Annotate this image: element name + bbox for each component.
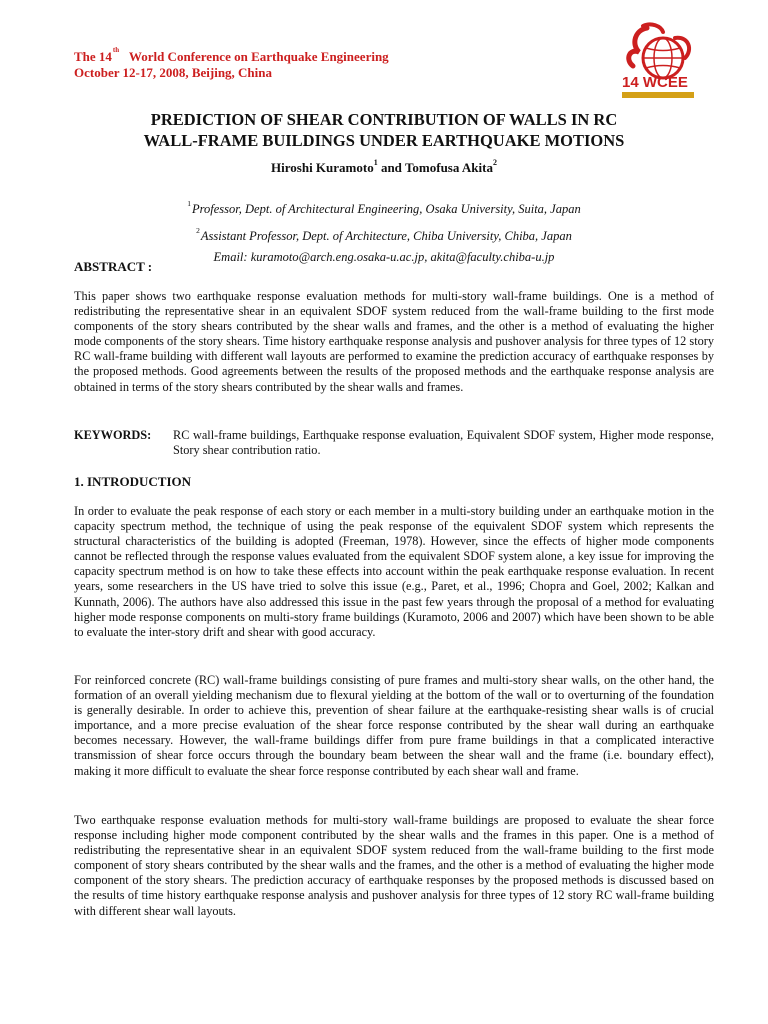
intro-paragraph-2: For reinforced concrete (RC) wall-frame buildings consisting of pure frames and multi-story shear walls, on the other hand, the formation of an overall yielding mechanism due to flexural yielding at the bottom of the wall or to overturning of the foundation is generally desirable. In order to achieve this, prevention of shear failure at the earthquake-resisting shear walls is of crucial importance, and a more precise evaluation of the shear force response contributed by the shear wall during an earthquake becomes necessary. However, the wall-frame buildings differ from pure frame buildings in that a complicated interactive transmission of shear force occurs through the boundary beam between the shear wall and the frame (i.e. boundary effect), making it more difficult to evaluate the shear force response contributed by each shear wall and frame. [74, 673, 714, 778]
conference-date: October 12-17, 2008, Beijing, China [74, 65, 273, 80]
logo-text: 14 WCEE [622, 74, 688, 91]
author-line: Hiroshi Kuramoto$^1$ and Tomofusa Akita$^2$ [271, 158, 497, 175]
email-line: Email: kuramoto@arch.eng.osaka-u.ac.jp, akita@faculty.chiba-u.jp [213, 250, 555, 264]
affiliation-2: $^2$Assistant Professor, Dept. of Architecture, Chiba University, Chiba, Japan [196, 226, 572, 243]
intro-paragraph-1: In order to evaluate the peak response of each story or each member in a multi-story building under an earthquake motion in the capacity spectrum method, the technique of using the peak response of the equivalent SDOF system which represents the structural characteristics of the building is adopted (Freeman, 1978). However, since the effects of higher mode components cannot be reflected through the response values evaluated from the equivalent SDOF system alone, a key issue for improving the capacity spectrum method is on how to take these effects into account within the peak earthquake response evaluation. In recent years, some researchers in the US have tried to solve this issue (e.g., Paret, et al., 1996; Chopra and Goel, 2002; Kalkan and Kunnath, 2006). The authors have also addressed this issue in the past few years through the proposal of a method for evaluating higher mode response components on multi-story frame buildings (Kuramoto, 2006 and 2007) which have been shown to be able to evaluate the inter-story drift and shear with good accuracy. [74, 504, 714, 639]
keywords-label: KEYWORDS: [74, 428, 152, 442]
affiliations [74, 193, 694, 268]
intro-paragraph-3: Two earthquake response evaluation methods for multi-story wall-frame buildings are proposed to evaluate the shear force response including higher mode component contributed by the shear walls and the frames in this paper. One is a method of redistributing the representative shear in an equivalent SDOF system reduced from the wall-frame building to the first mode component of story shears contributed by the shear walls and the frames, and the other is a method of evaluating the higher mode component of the story shears. The prediction accuracy of earthquake responses by the proposed methods is discussed based on the results of time history earthquake response analysis and pushover analysis for three types of 12 story RC wall-frame building with different shear wall layouts. [74, 813, 714, 918]
abstract-text: This paper shows two earthquake response evaluation methods for multi-story wall-frame buildings. One is a method of redistributing the representative shear in an equivalent SDOF system reduced from the wall-frame building to the first mode components of the story shears contributed by the shear walls and frames, and the other is a method of evaluating the higher mode components of the story shears. Time history earthquake response analysis and pushover analysis for three types of 12 story RC wall-frame building with different wall layouts are performed to examine the prediction accuracy of earthquake responses by the proposed methods. Good agreements between the results of the proposed methods and the earthquake response analysis are obtained in terms of the story shears contributed by the shear walls and frames. [74, 289, 714, 394]
conference-name: The 14th World Conference on Earthquake Engineering [74, 46, 389, 64]
affiliation-1: $^1$Professor, Dept. of Architectural Engineering, Osaka University, Suita, Japan [187, 199, 581, 216]
conference-header [74, 42, 389, 81]
section-heading-introduction: 1. INTRODUCTION [74, 474, 192, 489]
keywords [74, 428, 714, 458]
keywords-text: RC wall-frame buildings, Earthquake response evaluation, Equivalent SDOF system, Higher mode response, Story shear contribution ratio. [173, 428, 714, 458]
abstract-heading: ABSTRACT : [74, 259, 153, 274]
paper-title: PREDICTION OF SHEAR CONTRIBUTION OF WALLS IN RC WALL-FRAME BUILDINGS UNDER EARTHQUAKE MOTIONS [143, 110, 625, 150]
wcee-logo [617, 22, 699, 102]
